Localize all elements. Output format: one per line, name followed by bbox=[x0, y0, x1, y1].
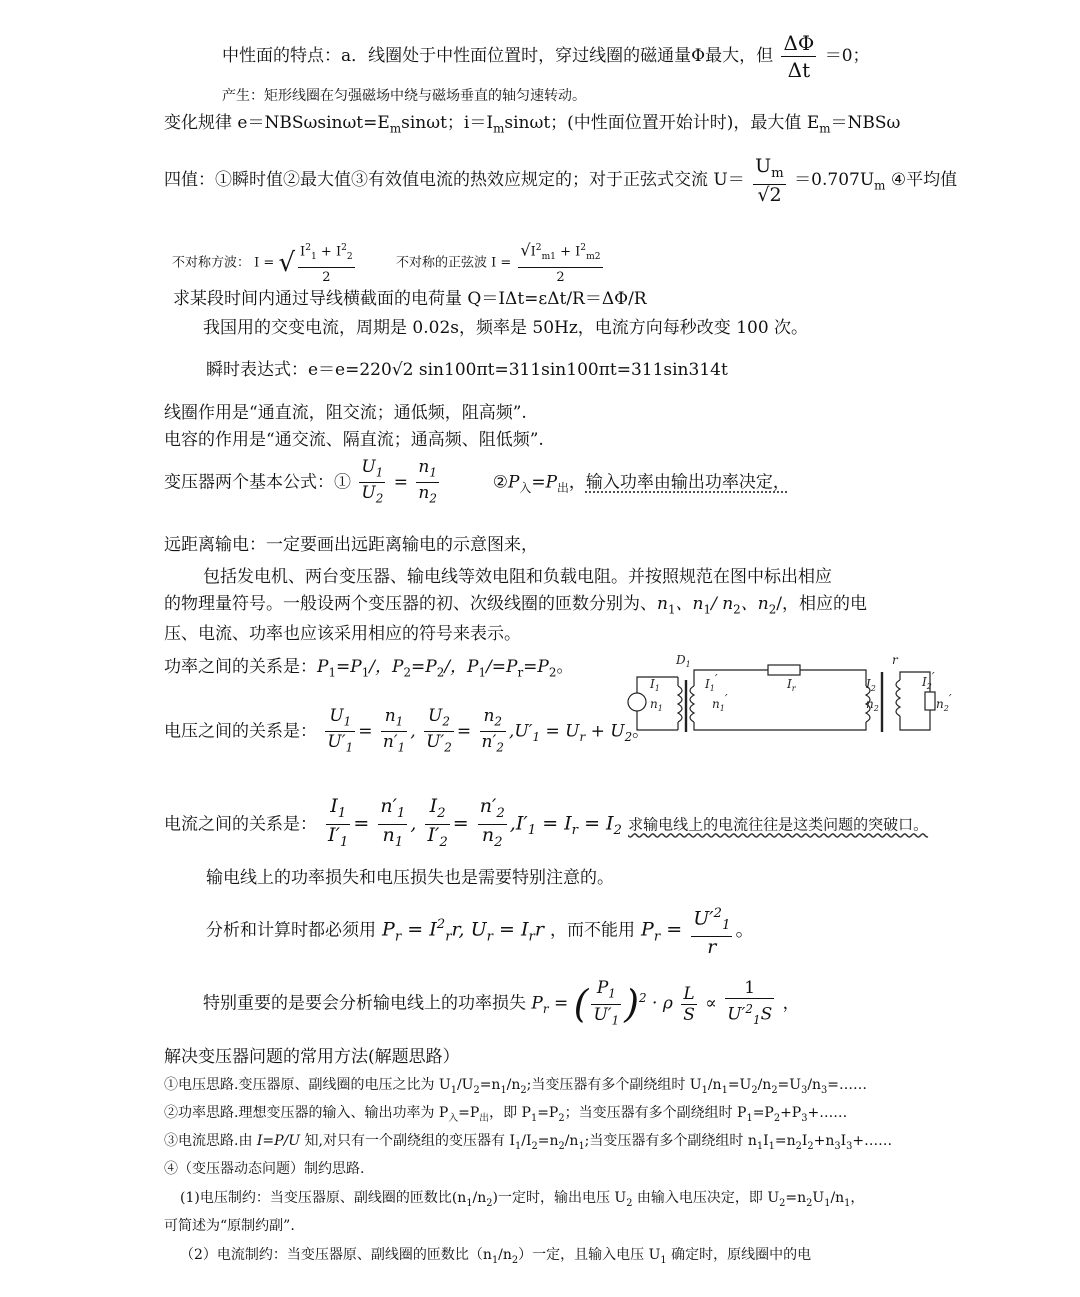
current-method-line: ③电流思路.由 I=P/U 知,对只有一个副绕组的变压器有 $I_1/I_2=n_2/n_1$;当变压器有多个副绕组时 $n_1I_1=n_2I_2+n_3I_3+\dots\dots$ bbox=[164, 1133, 893, 1152]
label-r: r bbox=[892, 653, 898, 667]
variation-law-line: 变化规律 $e=NBS\omega\sin\omega t=E_m\sin\omega t$；$i=I_m\sin\omega t$；(中性面位置开始计时)，最大值 $E_m=NBS\omega$ bbox=[164, 113, 901, 136]
load-resistor bbox=[925, 692, 935, 710]
four-values-line: 四值：①瞬时值②最大值③有效值电流的热效应规定的；对于正弦式交流 U＝ $\frac{U_m}{√2}$ $=0.707U_m$ ④平均值 bbox=[164, 155, 958, 206]
voltage-constraint-line-2: 可简述为“原制约副”. bbox=[164, 1218, 295, 1234]
instantaneous-line: 瞬时表达式：e＝e=220√2 sin100πt=311sin100πt=311sin314t bbox=[206, 360, 728, 380]
secondary-coil-2 bbox=[896, 680, 900, 716]
power-method-line: ②功率思路.理想变压器的输入、输出功率为 $P_入=P_出$，即 $P_1=P_2$；当变压器有多个副绕组时 $P_1=P_2+P_3+\dots\dots$ bbox=[164, 1105, 848, 1124]
label-I1: $I_1$ bbox=[650, 677, 660, 693]
neutral-plane-line: 中性面的特点：a．线圈处于中性面位置时，穿过线圈的磁通量Φ最大，但 $\frac{\Delta\Phi}{\Delta t}$ ＝0； bbox=[222, 31, 870, 82]
voltage-relation-line: 电压之间的关系是： $\frac{U_1}{U'_1}$ = $\frac{n_1}{n'_1}$ , $\frac{U_2}{U'_2}$ = $\frac{n_2}{n'_2}$ $,U'_1 = U_r + U_2$。 bbox=[164, 706, 649, 758]
methods-heading: 解决变压器问题的常用方法(解题思路） bbox=[164, 1047, 460, 1067]
generation-line: 产生：矩形线圈在匀强磁场中绕与磁场垂直的轴匀速转动。 bbox=[222, 88, 586, 104]
current-relation-line: 电流之间的关系是： $\frac{I_1}{I'_1}$ = $\frac{n'_1}{n_1}$ , $\frac{I_2}{I'_2}$ = $\frac{n'_2}{n_2}$ $,I'_1 = I_r = I_2$ 求输电线上的电流往往是这类问题的突破口。 bbox=[164, 796, 928, 853]
label-n1-prime: $n_1'$ bbox=[712, 692, 728, 713]
charge-line: 求某段时间内通过导线横截面的电荷量 Q＝IΔt=εΔt/R＝ΔΦ/R bbox=[173, 289, 647, 309]
loss-line: 输电线上的功率损失和电压损失也是需要特别注意的。 bbox=[206, 868, 614, 888]
long-distance-line: 远距离输电：一定要画出远距离输电的示意图来， bbox=[164, 535, 538, 555]
voltage-constraint-line: (1)电压制约：当变压器原、副线圈的匝数比$(n_1/n_2)$一定时，输出电压 $U_2$ 由输入电压决定，即 $U_2=n_2U_1/n_1$， bbox=[180, 1190, 865, 1209]
label-Ir: $I_r$ bbox=[787, 677, 796, 693]
label-n1: $n_1$ bbox=[650, 697, 663, 713]
primary-coil-1 bbox=[678, 686, 682, 722]
generator-icon bbox=[628, 693, 646, 711]
asymmetric-wave-line: 不对称方波： I = √ $\frac{I^2_1 + I^2_2}{2}$ 不对称的正弦波 I = $\frac{√I^2_{m1} + I^2_{m2}}{2}$ bbox=[172, 238, 606, 288]
label-I2: $I_2$ bbox=[866, 677, 876, 693]
symbols-line-2: 压、电流、功率也应该采用相应的符号来表示。 bbox=[164, 624, 521, 644]
power-loss-line: 特别重要的是要会分析输电线上的功率损失 $P_r$ = ( $\frac{P_1}{U'_1}$ )$^2$ · ρ $\frac{L}{S}$ ∝ $\frac{1}{U'^2_1S}$ ， bbox=[203, 978, 800, 1030]
label-I2-prime: $I_2'$ bbox=[922, 670, 935, 691]
voltage-method-line: ①电压思路.变压器原、副线圈的电压之比为 $U_1/U_2=n_1/n_2$;当变压器有多个副绕组时 $U_1/n_1=U_2/n_2=U_3/n_3=\dots\dots$ bbox=[164, 1077, 868, 1096]
label-I1-prime: $I_1'$ bbox=[705, 672, 718, 693]
line-resistor bbox=[768, 665, 800, 675]
inductor-line: 线圈作用是“通直流，阻交流；通低频，阻高频”. bbox=[164, 403, 527, 423]
dynamic-method-line: ④（变压器动态问题）制约思路. bbox=[164, 1161, 365, 1177]
label-n2: $n_2$ bbox=[866, 697, 879, 713]
transmission-diagram bbox=[610, 650, 955, 745]
symbols-line: 的物理量符号。一般设两个变压器的初、次级线圈的匝数分别为、$n_1$、$n_1/$ $n_2$、$n_2/$，相应的电 bbox=[164, 594, 867, 617]
current-constraint-line: （2）电流制约：当变压器原、副线圈的匝数比$(n_1/n_2)$一定，且输入电压 $U_1$ 确定时，原线圈中的电 bbox=[180, 1247, 812, 1266]
label-n2-prime: $n_2'$ bbox=[936, 692, 952, 713]
transformer-formula-line: 变压器两个基本公式：① $\frac{U_1}{U_2}$ = $\frac{n_1}{n_2}$ $②P_入=P_出$，输入功率由输出功率决定， bbox=[164, 457, 790, 509]
analysis-line: 分析和计算时都必须用 $P_r = I^2_rr$, $U_r = I_rr$ ，而不能用 $P_r$ = $\frac{U'^2_1}{r}$ 。 bbox=[206, 906, 755, 959]
china-ac-line: 我国用的交变电流，周期是 0.02s，频率是 50Hz，电流方向每秒改变 100 次。 bbox=[203, 318, 809, 338]
capacitor-line: 电容的作用是“通交流、隔直流；通高频、阻低频”. bbox=[164, 430, 544, 450]
includes-line: 包括发电机、两台变压器、输电线等效电阻和负载电阻。并按照规范在图中标出相应 bbox=[203, 567, 832, 587]
label-D1: $D_1$ bbox=[676, 653, 691, 669]
power-relation-line: 功率之间的关系是：$P_1=P_1/$，$P_2=P_2/$，$P_1/=P_r=P_2$。 bbox=[164, 657, 574, 680]
secondary-coil-1 bbox=[690, 686, 694, 722]
